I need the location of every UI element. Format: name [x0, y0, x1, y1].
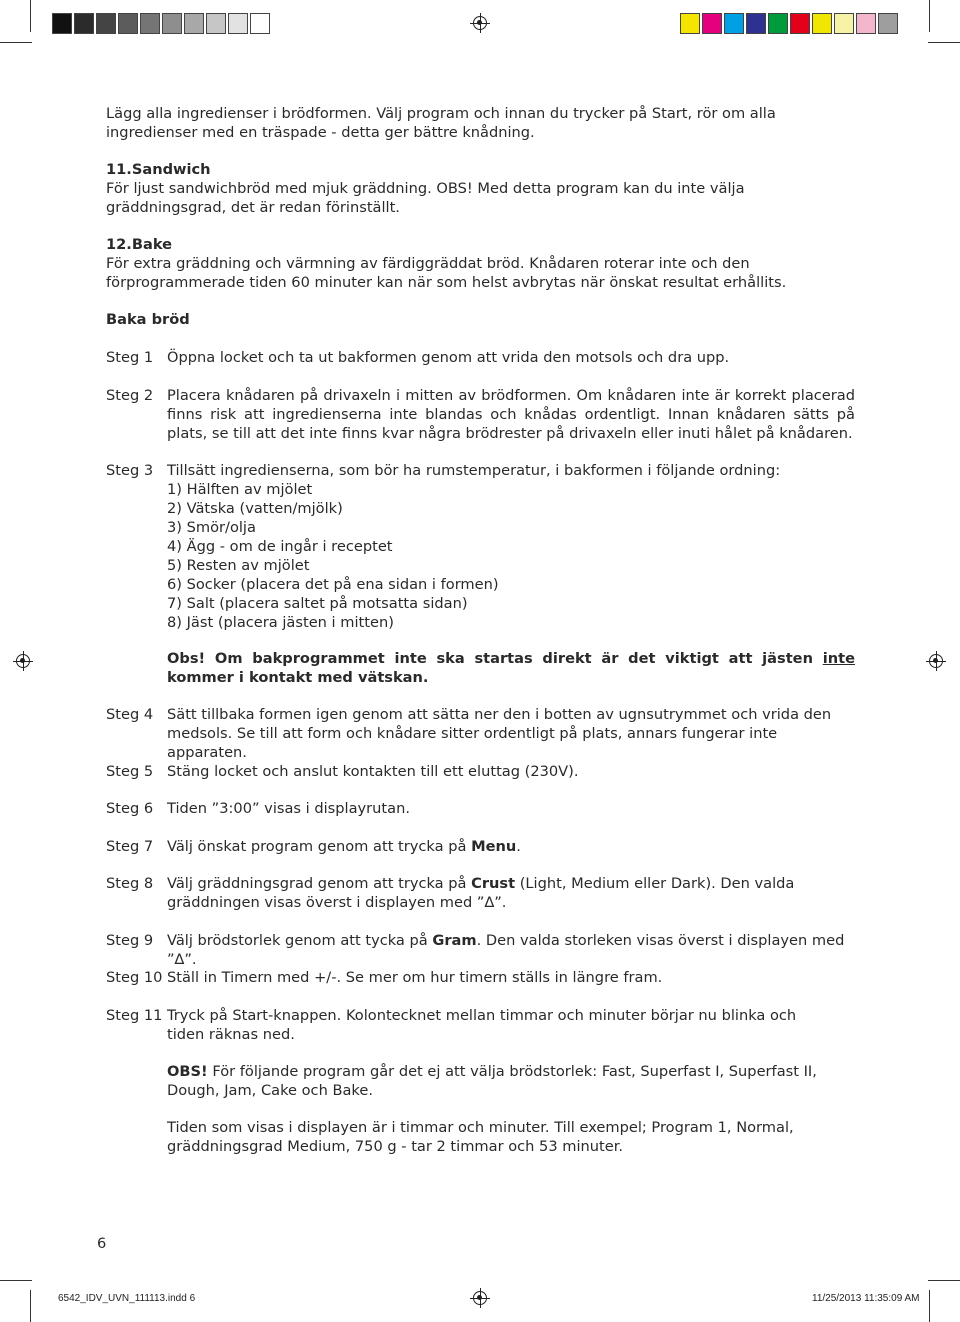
- step-1-text: Öppna locket och ta ut bakformen genom att vrida den motsols och dra upp.: [167, 349, 730, 366]
- ingredient-2: 2) Vätska (vatten/mjölk): [167, 500, 343, 517]
- ingredient-8: 8) Jäst (placera jästen i mitten): [167, 614, 394, 631]
- gram-key: Gram: [432, 932, 477, 949]
- step-10-text: Ställ in Timern med +/-. Se mer om hur timern ställs in längre fram.: [167, 969, 663, 986]
- step-1-label: Steg 1: [106, 349, 154, 366]
- step-6-text: Tiden ”3:00” visas i displayrutan.: [167, 800, 410, 817]
- ingredient-6: 6) Socker (placera det på ena sidan i formen): [167, 576, 499, 593]
- color-swatch: [878, 13, 898, 34]
- step-9-label: Steg 9: [106, 932, 154, 949]
- registration-mark-top: [473, 16, 487, 30]
- step-8-label: Steg 8: [106, 875, 154, 892]
- crop-mark: [929, 0, 930, 32]
- step-8-after: (Light, Medium eller Dark). Den valda gräddningen visas överst i displayen med ”∆”.: [167, 875, 795, 911]
- footer-file-name: 6542_IDV_UVN_111113.indd 6: [58, 1293, 196, 1304]
- registration-mark-left: [16, 654, 30, 668]
- step-10-label: Steg 10: [106, 969, 163, 986]
- step-4-label: Steg 4: [106, 706, 154, 723]
- registration-mark-right: [929, 654, 943, 668]
- ingredient-5: 5) Resten av mjölet: [167, 557, 310, 574]
- obs-warning: [167, 649, 855, 687]
- step-11-label: Steg 11: [106, 1007, 163, 1024]
- step-6-label: Steg 6: [106, 800, 154, 817]
- ingredient-7: 7) Salt (placera saltet på motsatta sidan): [167, 595, 468, 612]
- color-swatch: [162, 13, 182, 34]
- crop-mark: [0, 1280, 32, 1281]
- step-5-label: Steg 5: [106, 763, 154, 780]
- step-11-text: Tryck på Start-knappen. Kolontecknet mellan timmar och minuter börjar nu blinka och tiden räknas ned.: [167, 1007, 797, 1043]
- step-9-before: Välj brödstorlek genom att tycka på: [167, 932, 428, 949]
- step-3-text: [167, 461, 855, 632]
- color-swatch: [680, 13, 700, 34]
- color-swatch: [206, 13, 226, 34]
- color-swatch: [812, 13, 832, 34]
- obs-warning-underlined: inte: [822, 650, 855, 667]
- step-7-after: .: [516, 838, 521, 855]
- step-5-text: Stäng locket och anslut kontakten till ett eluttag (230V).: [167, 763, 579, 780]
- color-swatch: [96, 13, 116, 34]
- section-12-body: För extra gräddning och värmning av färdiggräddat bröd. Knådaren roterar inte och den förprogrammerade tiden 60 minuter kan när som helst avbrytas när önskat resultat erhållits.: [106, 255, 787, 291]
- ingredient-1: 1) Hälften av mjölet: [167, 481, 313, 498]
- step-9-after: . Den valda storleken visas överst i displayen med ”∆”.: [167, 932, 845, 968]
- crop-mark: [30, 1290, 31, 1322]
- crop-mark: [0, 42, 32, 43]
- step-2-label: Steg 2: [106, 387, 154, 404]
- step-8-text: [167, 874, 855, 912]
- step-7-before: Välj önskat program genom att trycka på: [167, 838, 467, 855]
- color-swatch: [834, 13, 854, 34]
- color-swatch: [74, 13, 94, 34]
- color-swatch: [746, 13, 766, 34]
- baka-brod-heading: Baka bröd: [106, 311, 190, 328]
- ingredient-3: 3) Smör/olja: [167, 519, 256, 536]
- page-number: 6: [97, 1235, 107, 1252]
- color-swatch: [724, 13, 744, 34]
- time-note: Tiden som visas i displayen är i timmar och minuter. Till exempel; Program 1, Normal, gräddningsgrad Medium, 750 g - tar 2 timmar och 53 minuter.: [167, 1119, 794, 1155]
- crop-mark: [30, 0, 31, 32]
- color-swatch: [250, 13, 270, 34]
- color-swatch: [52, 13, 72, 34]
- step-7-text: [167, 837, 855, 856]
- section-11-body: För ljust sandwichbröd med mjuk gräddning. OBS! Med detta program kan du inte välja gräddningsgrad, det är redan förinställt.: [106, 180, 745, 216]
- color-swatch: [856, 13, 876, 34]
- gray-swatch-strip: [52, 13, 272, 34]
- footer-date: 11/25/2013 11:35:09 AM: [812, 1293, 920, 1304]
- color-swatch: [768, 13, 788, 34]
- color-swatch: [702, 13, 722, 34]
- color-swatch: [118, 13, 138, 34]
- color-swatch: [228, 13, 248, 34]
- ingredient-4: 4) Ägg - om de ingår i receptet: [167, 538, 393, 555]
- crop-mark: [928, 42, 960, 43]
- obs-warning-text: Obs! Om bakprogrammet inte ska startas direkt är det viktigt att jästen: [167, 650, 813, 667]
- section-11-title: 11.Sandwich: [106, 161, 211, 178]
- section-12-title: 12.Bake: [106, 236, 173, 253]
- step-4-text: Sätt tillbaka formen igen genom att sätta ner den i botten av ugnsutrymmet och vrida den medsols. Se till att form och knådare sitter ordentligt på plats, annars fungerar inte apparaten.: [167, 706, 832, 761]
- step-7-label: Steg 7: [106, 838, 154, 855]
- step-8-before: Välj gräddningsgrad genom att trycka på: [167, 875, 467, 892]
- obs-note-text: För följande program går det ej att välja brödstorlek: Fast, Superfast I, Superfast II, Dough, Jam, Cake och Bake.: [167, 1063, 817, 1099]
- step-3-label: Steg 3: [106, 462, 154, 479]
- step-3-intro: Tillsätt ingredienserna, som bör ha rumstemperatur, i bakformen i följande ordning:: [167, 462, 781, 479]
- color-swatch: [140, 13, 160, 34]
- intro-paragraph: Lägg alla ingredienser i brödformen. Välj program och innan du trycker på Start, rör om alla ingredienser med en träspade - detta ger bättre knådning.: [106, 105, 776, 141]
- crust-key: Crust: [471, 875, 516, 892]
- step-2-text: Placera knådaren på drivaxeln i mitten av brödformen. Om knådaren inte är korrekt placerad finns risk att ingredienserna inte blandas och knådas ordentligt. Innan knådaren sätts på plats, se till att det inte finns kvar några brödrester på drivaxeln eller inuti hålet på knådaren.: [167, 387, 855, 442]
- crop-mark: [928, 1280, 960, 1281]
- registration-mark-bottom: [473, 1291, 487, 1305]
- obs-note: [167, 1062, 855, 1100]
- color-swatch: [184, 13, 204, 34]
- color-swatch-strip: [680, 13, 900, 34]
- step-9-text: [167, 931, 855, 969]
- menu-key: Menu: [471, 838, 517, 855]
- color-swatch: [790, 13, 810, 34]
- obs-warning-end: kommer i kontakt med vätskan.: [167, 669, 429, 686]
- obs-note-label: OBS!: [167, 1063, 208, 1080]
- crop-mark: [929, 1290, 930, 1322]
